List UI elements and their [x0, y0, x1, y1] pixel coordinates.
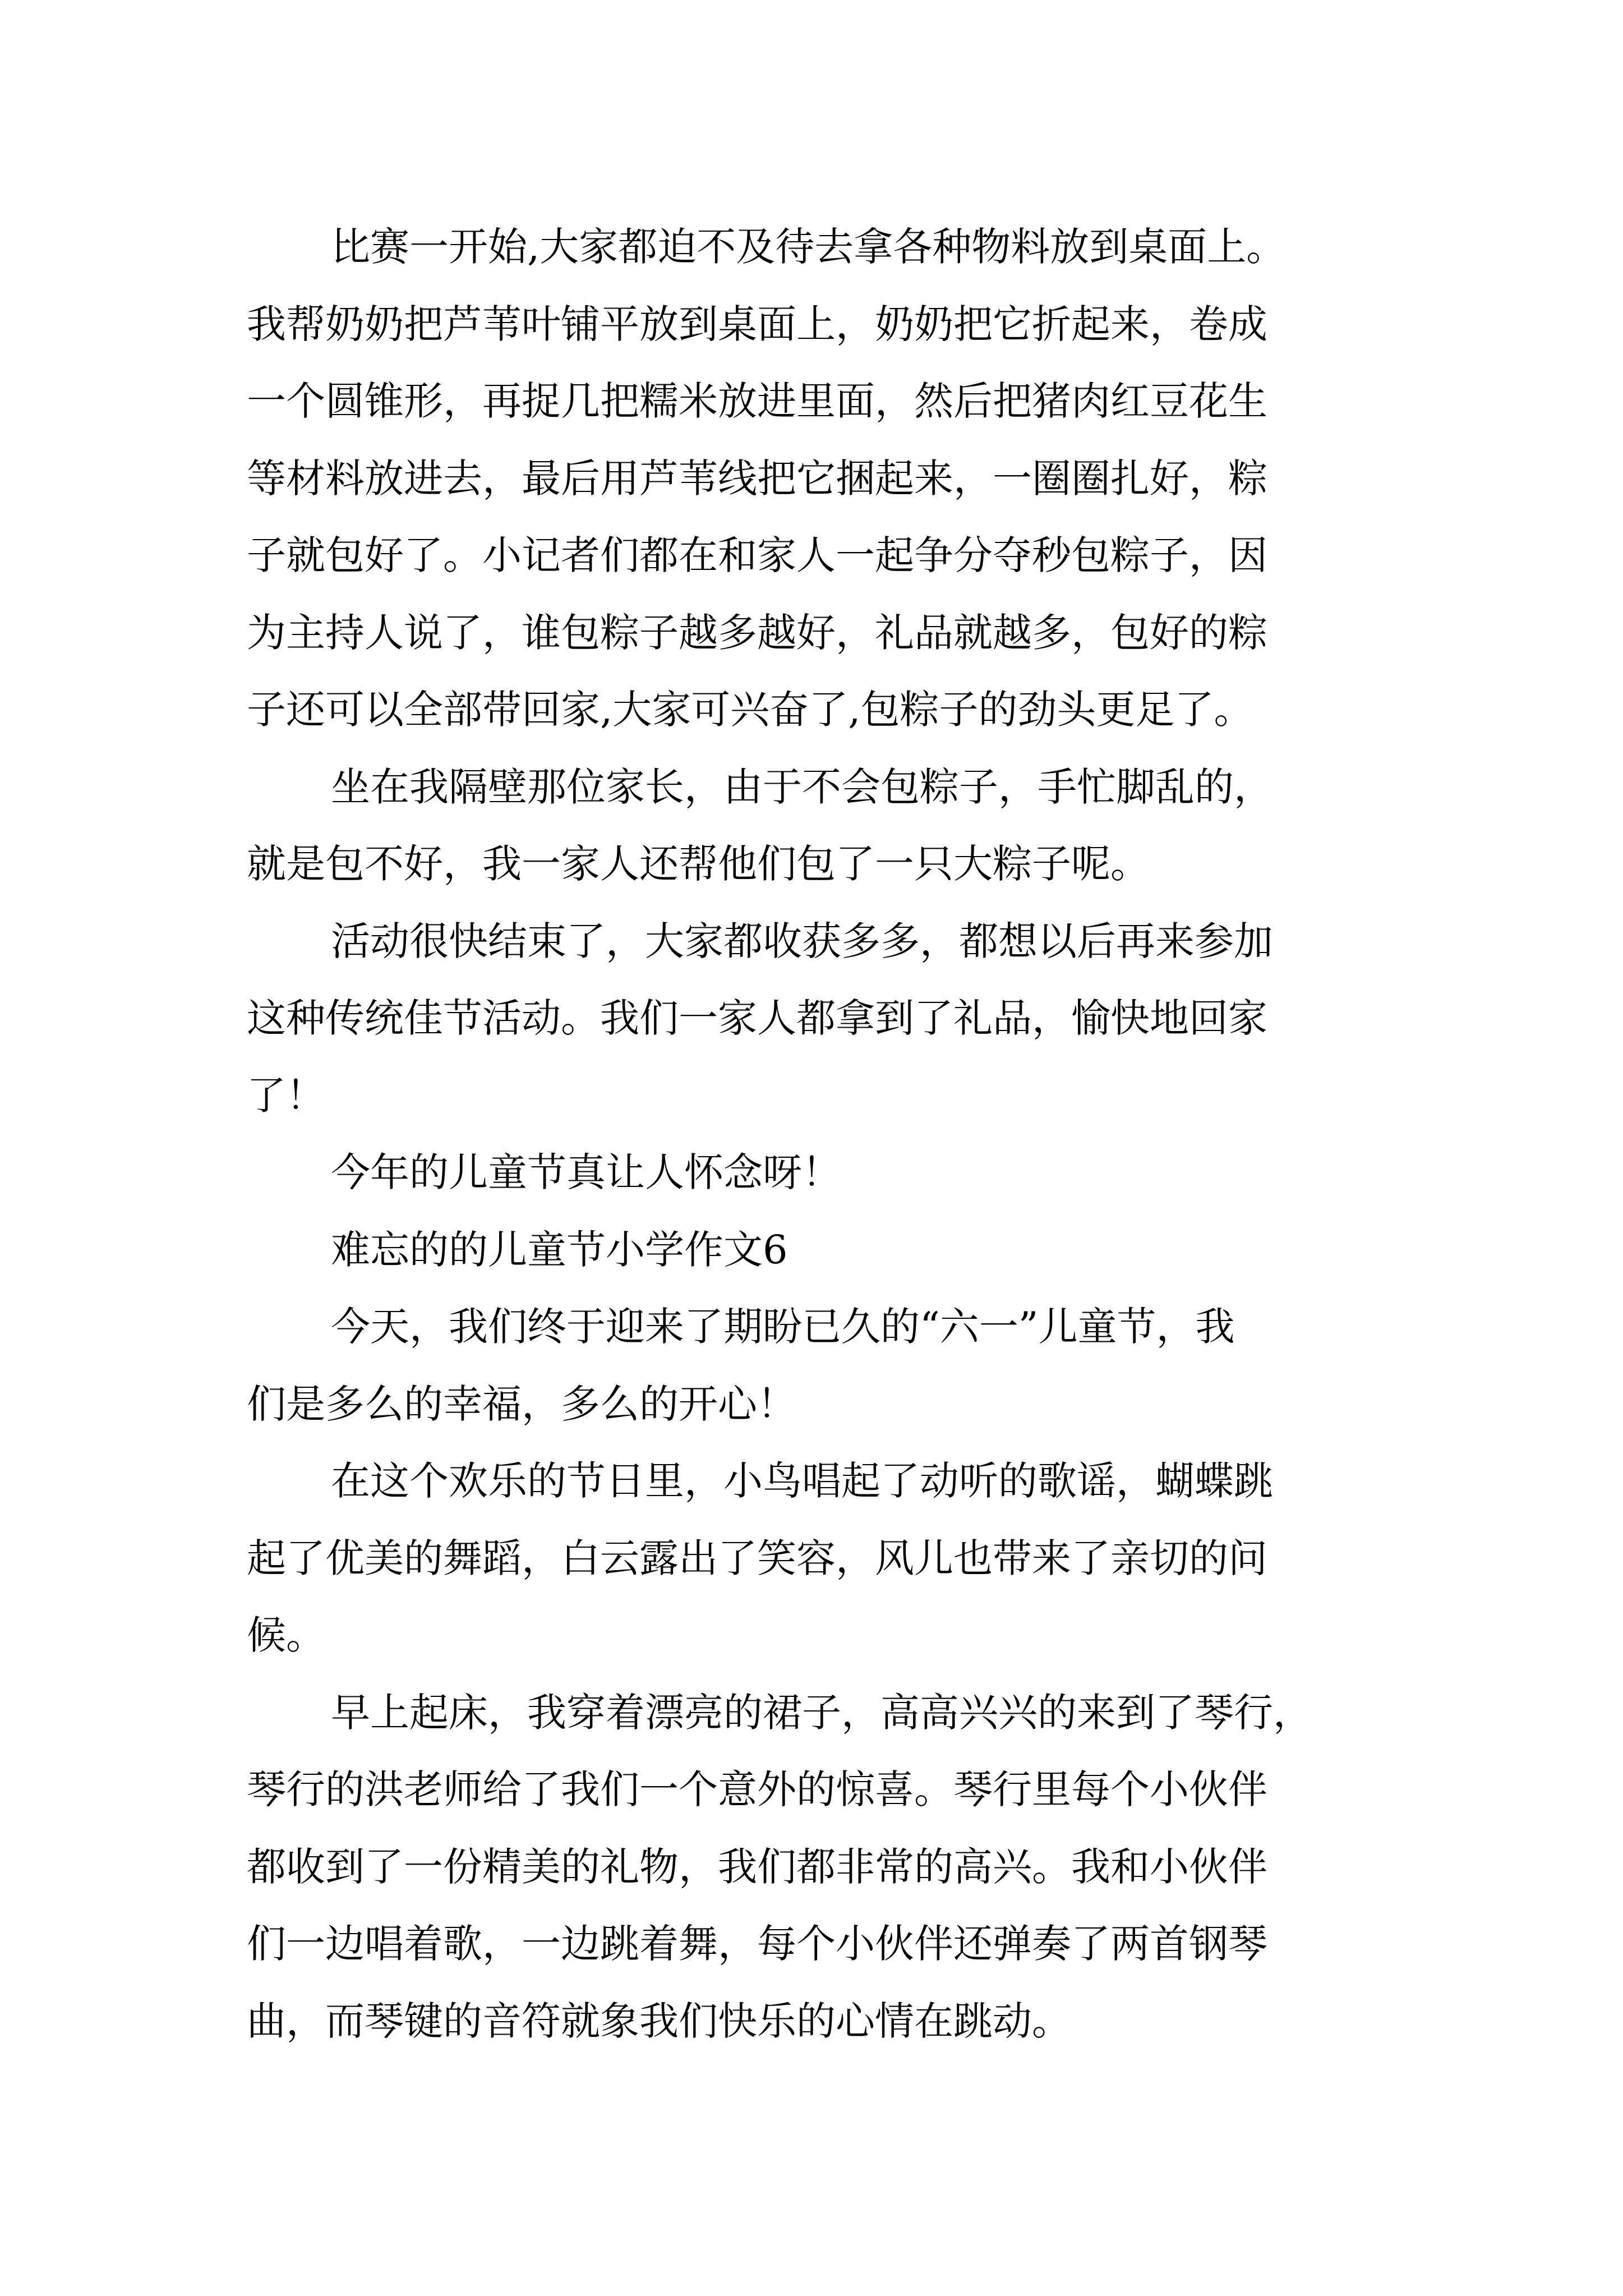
text-line: 琴行的洪老师给了我们一个意外的惊喜。琴行里每个小伙伴: [247, 1766, 1267, 1812]
paragraph: [247, 1134, 1424, 1212]
paragraph: [247, 749, 1424, 903]
text-line: 今天，我们终于迎来了期盼已久的“六一”儿童节，我: [331, 1304, 1235, 1350]
paragraph: [247, 903, 1424, 1135]
text-line: 们是多么的幸福，多么的开心！: [247, 1381, 796, 1427]
essay-title: [247, 1212, 1424, 1289]
text-line: 为主持人说了，谁包粽子越多越好，礼品就越多，包好的粽: [247, 609, 1267, 656]
text-line: 早上起床，我穿着漂亮的裙子，高高兴兴的来到了琴行，: [331, 1689, 1312, 1736]
text-line: 比赛一开始,大家都迫不及待去拿各种物料放到桌面上。: [331, 224, 1286, 270]
text-line: 了！: [247, 1072, 325, 1119]
text-line: 活动很快结束了，大家都收获多多，都想以后再来参加: [331, 918, 1273, 964]
paragraph: [247, 1289, 1424, 1443]
paragraph: [247, 1674, 1424, 2060]
text-line: 都收到了一份精美的礼物，我们都非常的高兴。我和小伙伴: [247, 1843, 1267, 1890]
text-line: 等材料放进去，最后用芦苇线把它捆起来，一圈圈扎好，粽: [247, 455, 1267, 501]
text-line: 们一边唱着歌，一边跳着舞，每个小伙伴还弹奏了两首钢琴: [247, 1921, 1267, 1967]
document-body: [247, 209, 1424, 2060]
text-line: 起了优美的舞蹈，白云露出了笑容，风儿也带来了亲切的问: [247, 1535, 1267, 1581]
text-line: 子还可以全部带回家,大家可兴奋了,包粽子的劲头更足了。: [247, 687, 1253, 733]
text-line: 难忘的的儿童节小学作文6: [331, 1226, 788, 1273]
text-line: 一个圆锥形，再捉几把糯米放进里面，然后把猪肉红豆花生: [247, 378, 1267, 424]
text-line: 子就包好了。小记者们都在和家人一起争分夺秒包粽子，因: [247, 532, 1267, 578]
text-line: 我帮奶奶把芦苇叶铺平放到桌面上，奶奶把它折起来，卷成: [247, 301, 1267, 347]
text-line: 曲，而琴键的音符就象我们快乐的心情在跳动。: [247, 1998, 1071, 2044]
text-line: 坐在我隔壁那位家长，由于不会包粽子，手忙脚乱的，: [331, 763, 1273, 810]
text-line: 候。: [247, 1612, 325, 1658]
text-line: 就是包不好，我一家人还帮他们包了一只大粽子呢。: [247, 841, 1150, 887]
text-line: 今年的儿童节真让人怀念呀！: [331, 1149, 841, 1195]
text-line: 这种传统佳节活动。我们一家人都拿到了礼品，愉快地回家: [247, 995, 1267, 1041]
text-line: 在这个欢乐的节日里，小鸟唱起了动听的歌谣，蝴蝶跳: [331, 1458, 1273, 1504]
paragraph: [247, 209, 1424, 749]
paragraph: [247, 1443, 1424, 1674]
